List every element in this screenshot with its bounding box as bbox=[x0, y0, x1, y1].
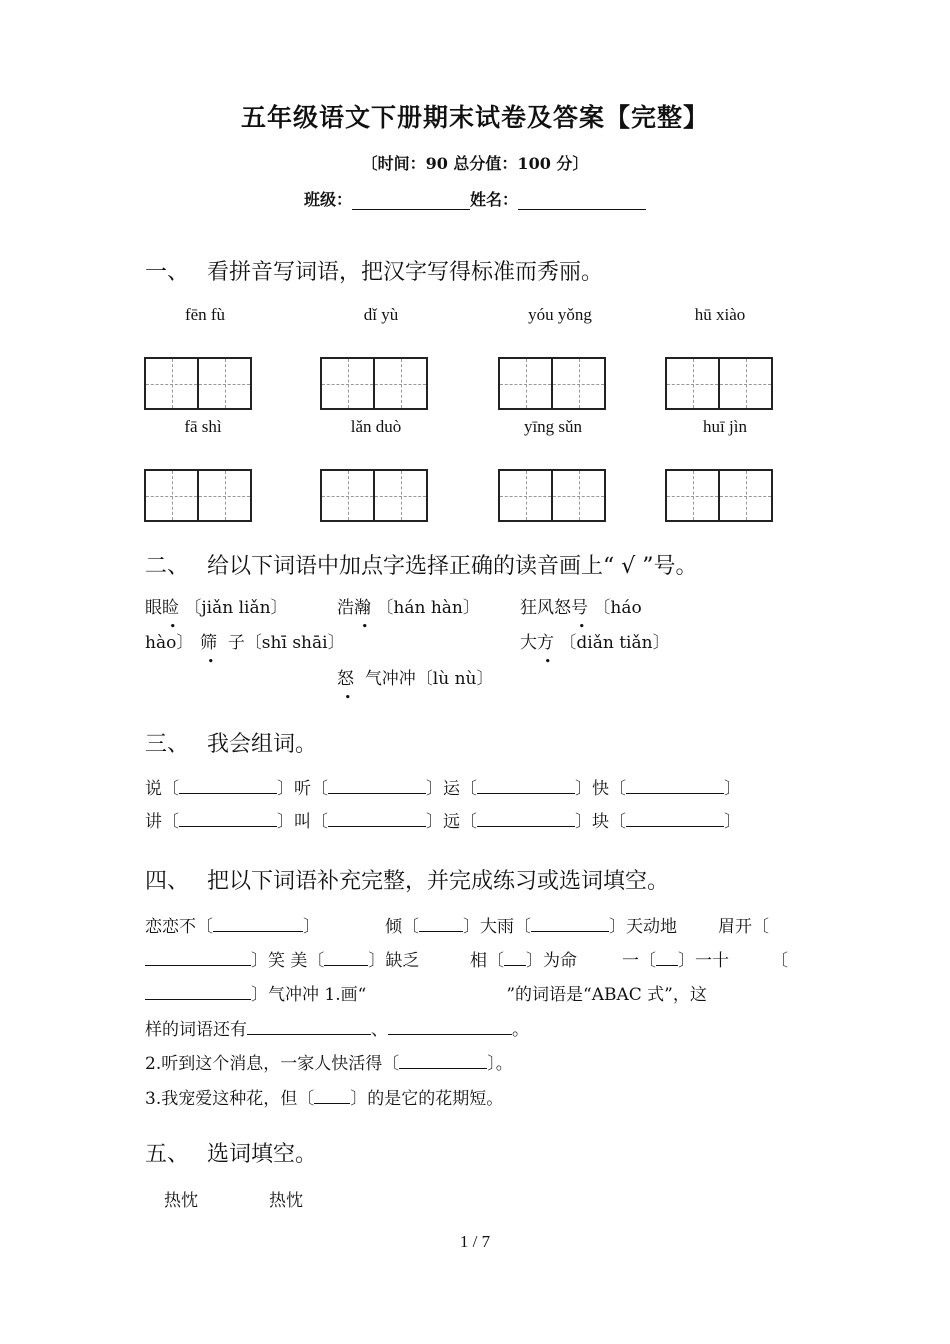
q4-title: 把以下词语补充完整，并完成练习或选词填空。 bbox=[207, 869, 670, 894]
reading-item[interactable]: 眼睑 〔jiǎn liǎn〕 bbox=[145, 598, 288, 618]
answer-blank[interactable] bbox=[314, 1089, 350, 1104]
word-formation-row: 说〔 〕听〔 〕运〔 〕快〔 〕 bbox=[145, 779, 741, 799]
answer-blank[interactable] bbox=[247, 1020, 371, 1035]
q2-number: 二、 bbox=[145, 554, 190, 579]
word-option: 热忱 bbox=[164, 1191, 198, 1211]
reading-item[interactable]: 怒 气冲冲〔lù nù〕 bbox=[337, 669, 494, 689]
answer-blank[interactable] bbox=[328, 812, 426, 827]
writing-grid[interactable] bbox=[320, 357, 428, 410]
answer-blank[interactable] bbox=[213, 917, 303, 932]
writing-grid[interactable] bbox=[144, 469, 252, 522]
pinyin: yīng sǔn bbox=[523, 417, 583, 436]
q4-sentence-3: 3.我宠爱这种花，但〔 〕的是它的花期短。 bbox=[145, 1089, 504, 1109]
answer-blank[interactable] bbox=[504, 951, 526, 966]
q3-heading bbox=[145, 727, 317, 758]
pinyin: huī jìn bbox=[703, 417, 747, 436]
q4-line-1: 恋恋不〔 〕 bbox=[145, 917, 320, 937]
q4-number: 四、 bbox=[145, 869, 190, 894]
q5-number: 五、 bbox=[145, 1142, 190, 1167]
q2-heading bbox=[145, 549, 698, 580]
answer-blank[interactable] bbox=[399, 1054, 487, 1069]
reading-item-continued: hào〕 bbox=[145, 633, 194, 653]
q4-line-1c: 眉开〔 bbox=[718, 917, 769, 937]
q4-sentence-2: 2.听到这个消息，一家人快活得〔 〕。 bbox=[145, 1054, 513, 1074]
answer-blank[interactable] bbox=[477, 779, 575, 794]
writing-grid[interactable] bbox=[498, 469, 606, 522]
page-title: 五年级语文下册期末试卷及答案【完整】 bbox=[240, 103, 709, 132]
word-option: 热忱 bbox=[269, 1191, 303, 1211]
pinyin: fā shì bbox=[184, 417, 222, 436]
pinyin: fēn fù bbox=[184, 305, 226, 324]
reading-item[interactable]: 筛 子〔shī shāi〕 bbox=[200, 633, 345, 653]
answer-blank[interactable] bbox=[531, 917, 609, 932]
q1-title: 看拼音写词语，把汉字写得标准而秀丽。 bbox=[207, 260, 604, 285]
answer-blank[interactable] bbox=[324, 951, 368, 966]
answer-blank[interactable] bbox=[179, 779, 277, 794]
q1-heading bbox=[145, 255, 603, 286]
pinyin: lǎn duò bbox=[350, 417, 402, 436]
q4-line-3: 〕气冲冲 1.画“ ”的词语是“ABAC 式”，这 bbox=[145, 980, 707, 1005]
answer-blank[interactable] bbox=[419, 917, 463, 932]
q4-heading bbox=[145, 864, 669, 895]
q4-line-1b: 倾〔 〕大雨〔 〕天动地 bbox=[385, 917, 677, 937]
q5-heading bbox=[145, 1137, 317, 1168]
q3-number: 三、 bbox=[145, 732, 190, 757]
pinyin: yóu yǒng bbox=[528, 305, 592, 324]
answer-blank[interactable] bbox=[388, 1020, 512, 1035]
reading-item[interactable]: 浩瀚 〔hán hàn〕 bbox=[337, 598, 480, 618]
pinyin: hū xiào bbox=[694, 305, 746, 324]
q1-number: 一、 bbox=[145, 260, 190, 285]
answer-blank[interactable] bbox=[626, 812, 724, 827]
class-field[interactable] bbox=[352, 193, 470, 210]
name-label: 姓名： bbox=[470, 190, 519, 209]
q4-line-4: 样的词语还有 、 。 bbox=[145, 1020, 529, 1040]
q4-line-2c: 一〔 〕一十 bbox=[622, 951, 729, 971]
exam-subtitle: 〔时间：90 总分值：100 分〕 bbox=[361, 154, 589, 173]
writing-grid[interactable] bbox=[320, 469, 428, 522]
reading-item[interactable]: 狂风怒号 〔háo bbox=[520, 598, 642, 618]
name-field[interactable] bbox=[518, 193, 646, 210]
reading-item[interactable]: 大方 〔diǎn tiǎn〕 bbox=[520, 633, 670, 653]
q3-title: 我会组词。 bbox=[207, 732, 318, 757]
q4-line-2b: 相〔 〕为命 bbox=[470, 951, 577, 971]
page-number: 1 / 7 bbox=[459, 1232, 491, 1251]
student-info bbox=[0, 187, 950, 210]
writing-grid[interactable] bbox=[665, 469, 773, 522]
answer-blank[interactable] bbox=[145, 951, 251, 966]
answer-blank[interactable] bbox=[328, 779, 426, 794]
q2-title: 给以下词语中加点字选择正确的读音画上“ √ ”号。 bbox=[207, 554, 698, 579]
q4-line-2: 〕笑 美〔 〕缺乏 bbox=[145, 946, 419, 971]
writing-grid[interactable] bbox=[498, 357, 606, 410]
answer-blank[interactable] bbox=[656, 951, 678, 966]
writing-grid[interactable] bbox=[665, 357, 773, 410]
answer-blank[interactable] bbox=[477, 812, 575, 827]
class-label: 班级： bbox=[303, 190, 352, 209]
pinyin: dǐ yù bbox=[363, 305, 399, 324]
writing-grid[interactable] bbox=[144, 357, 252, 410]
q4-line-2d: 〔 bbox=[771, 951, 788, 971]
answer-blank[interactable] bbox=[145, 985, 251, 1000]
answer-blank[interactable] bbox=[179, 812, 277, 827]
word-formation-row: 讲〔 〕叫〔 〕远〔 〕块〔 〕 bbox=[145, 812, 741, 832]
q5-title: 选词填空。 bbox=[207, 1142, 318, 1167]
answer-blank[interactable] bbox=[626, 779, 724, 794]
